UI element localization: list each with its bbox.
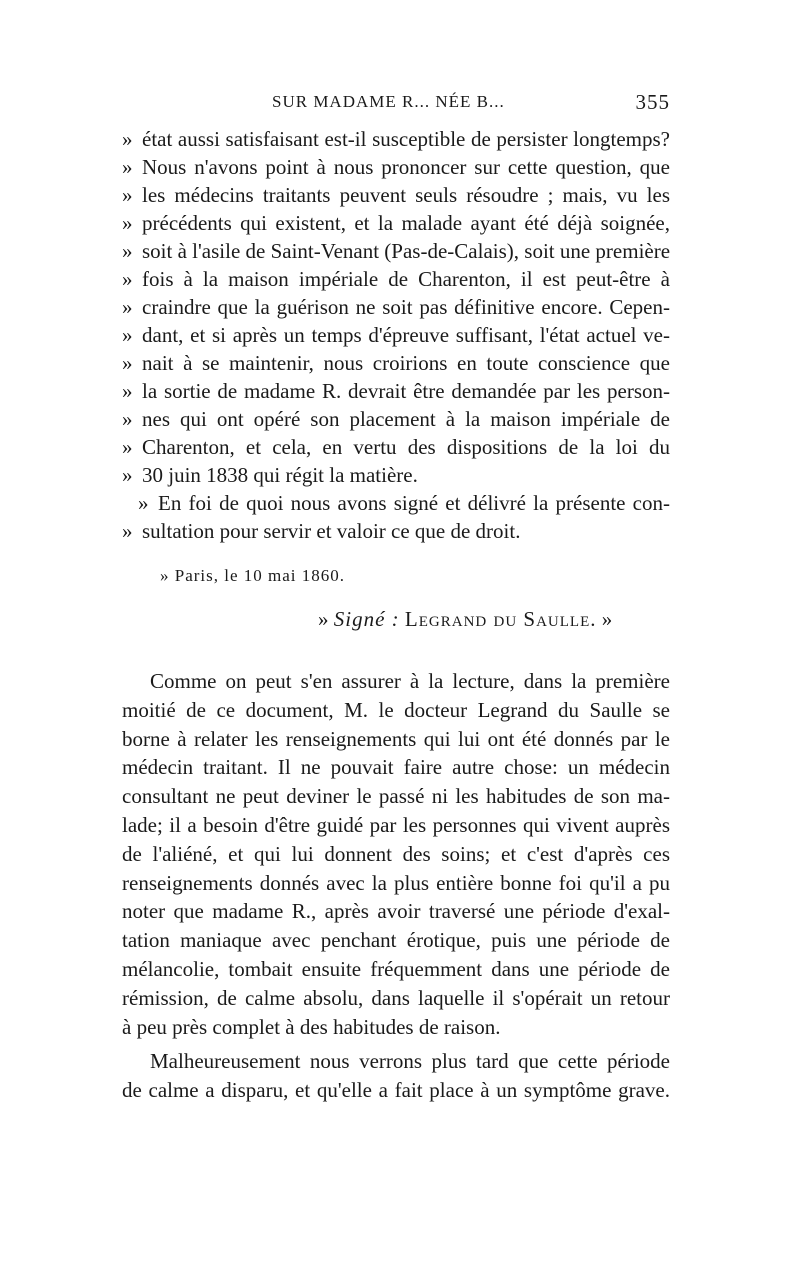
quoted-consultation [122,125,670,545]
quote-line: » les médecins traitants peuvent seuls résoudre ; mais, vu les [122,183,670,207]
paragraph [122,667,670,1041]
quote-line: » précédents qui existent, et la malade ayant été déjà soignée, [122,211,670,235]
text-line: médecin traitant. Il ne pouvait faire autre chose: un médecin [122,755,670,780]
quote-line: » la sortie de madame R. devrait être demandée par les person- [122,379,670,403]
quote-line: » 30 juin 1838 qui régit la matière. [122,463,418,487]
text-line: noter que madame R., après avoir traversé une période d'exal- [122,899,670,924]
quote-mark: » [138,491,149,515]
quote-mark: » [122,463,133,487]
paragraph [122,1047,670,1105]
text-line: Malheureusement nous verrons plus tard que cette période [150,1049,670,1074]
text-line: de calme a disparu, et qu'elle a fait place à un symptôme grave. [122,1078,670,1103]
quote-line: » soit à l'asile de Saint-Venant (Pas-de-Calais), soit une première [122,239,671,263]
quote-mark: » [122,351,133,375]
quote-mark: » [122,323,133,347]
signature-close-mark: » [596,607,613,631]
quote-line: » Charenton, et cela, en vertu des dispositions de la loi du [122,435,670,459]
text-line: lade; il a besoin d'être guidé par les personnes qui vivent auprès [122,812,670,837]
running-head: SUR MADAME R... NÉE B... [272,92,505,111]
quote-line: » sultation pour servir et valoir ce que de droit. [122,519,521,543]
text-line: rémission, de calme absolu, dans laquelle il s'opérait un retour [122,985,670,1010]
text-line: tation maniaque avec penchant érotique, puis une période de [122,928,670,953]
quote-mark: » [122,239,133,263]
quote-mark: » [122,155,133,179]
quote-line: » fois à la maison impériale de Charenton, il est peut-être à [122,267,670,291]
text-line: consultant ne peut deviner le passé ni les habitudes de son ma- [122,784,670,809]
quote-mark: » [122,267,133,291]
quote-mark: » [122,379,133,403]
text-line: à peu près complet à des habitudes de raison. [122,1014,501,1039]
quote-line: » nes qui ont opéré son placement à la maison impériale de [122,407,670,431]
quote-mark: » [122,183,133,207]
text-line: Comme on peut s'en assurer à la lecture, dans la première [150,669,670,693]
text-line: mélancolie, tombait ensuite fréquemment dans une période de [122,956,670,981]
signature-open-mark: » [318,607,334,631]
text-line: de l'aliéné, et qui lui donnent des soins; et c'est d'après ces [122,841,670,866]
quote-mark: » [122,295,133,319]
quote-mark: » [122,519,133,543]
quote-line: » état aussi satisfaisant est-il susceptible de persister longtemps? [122,127,670,151]
quote-line: » En foi de quoi nous avons signé et délivré la présente con- [138,491,670,515]
signature-signe: Signé : [333,607,400,631]
body-text [122,667,670,1105]
text-line: moitié de ce document, M. le docteur Legrand du Saulle se [122,697,670,722]
quote-line: » dant, et si après un temps d'épreuve suffisant, l'état actuel ve- [122,323,670,347]
page-number: 355 [635,90,670,114]
page-header [122,92,670,120]
quote-mark: » [122,211,133,235]
text-line: renseignements donnés avec la plus entière bonne foi qu'il a pu [122,870,670,895]
signature-name: Legrand du Saulle. [404,607,597,631]
quote-line: » nait à se maintenir, nous croirions en toute conscience que [122,351,670,375]
text-line: borne à relater les renseignements qui lui ont été donnés par le [122,726,670,751]
quote-mark: » [122,127,133,151]
quote-mark: » [122,435,133,459]
quote-line: » craindre que la guérison ne soit pas définitive encore. Cepen- [122,295,670,319]
dateline: » Paris, le 10 mai 1860. [160,566,346,585]
signature [318,607,612,632]
quote-mark: » [122,407,133,431]
quote-line: » Nous n'avons point à nous prononcer sur cette question, que [122,155,670,179]
